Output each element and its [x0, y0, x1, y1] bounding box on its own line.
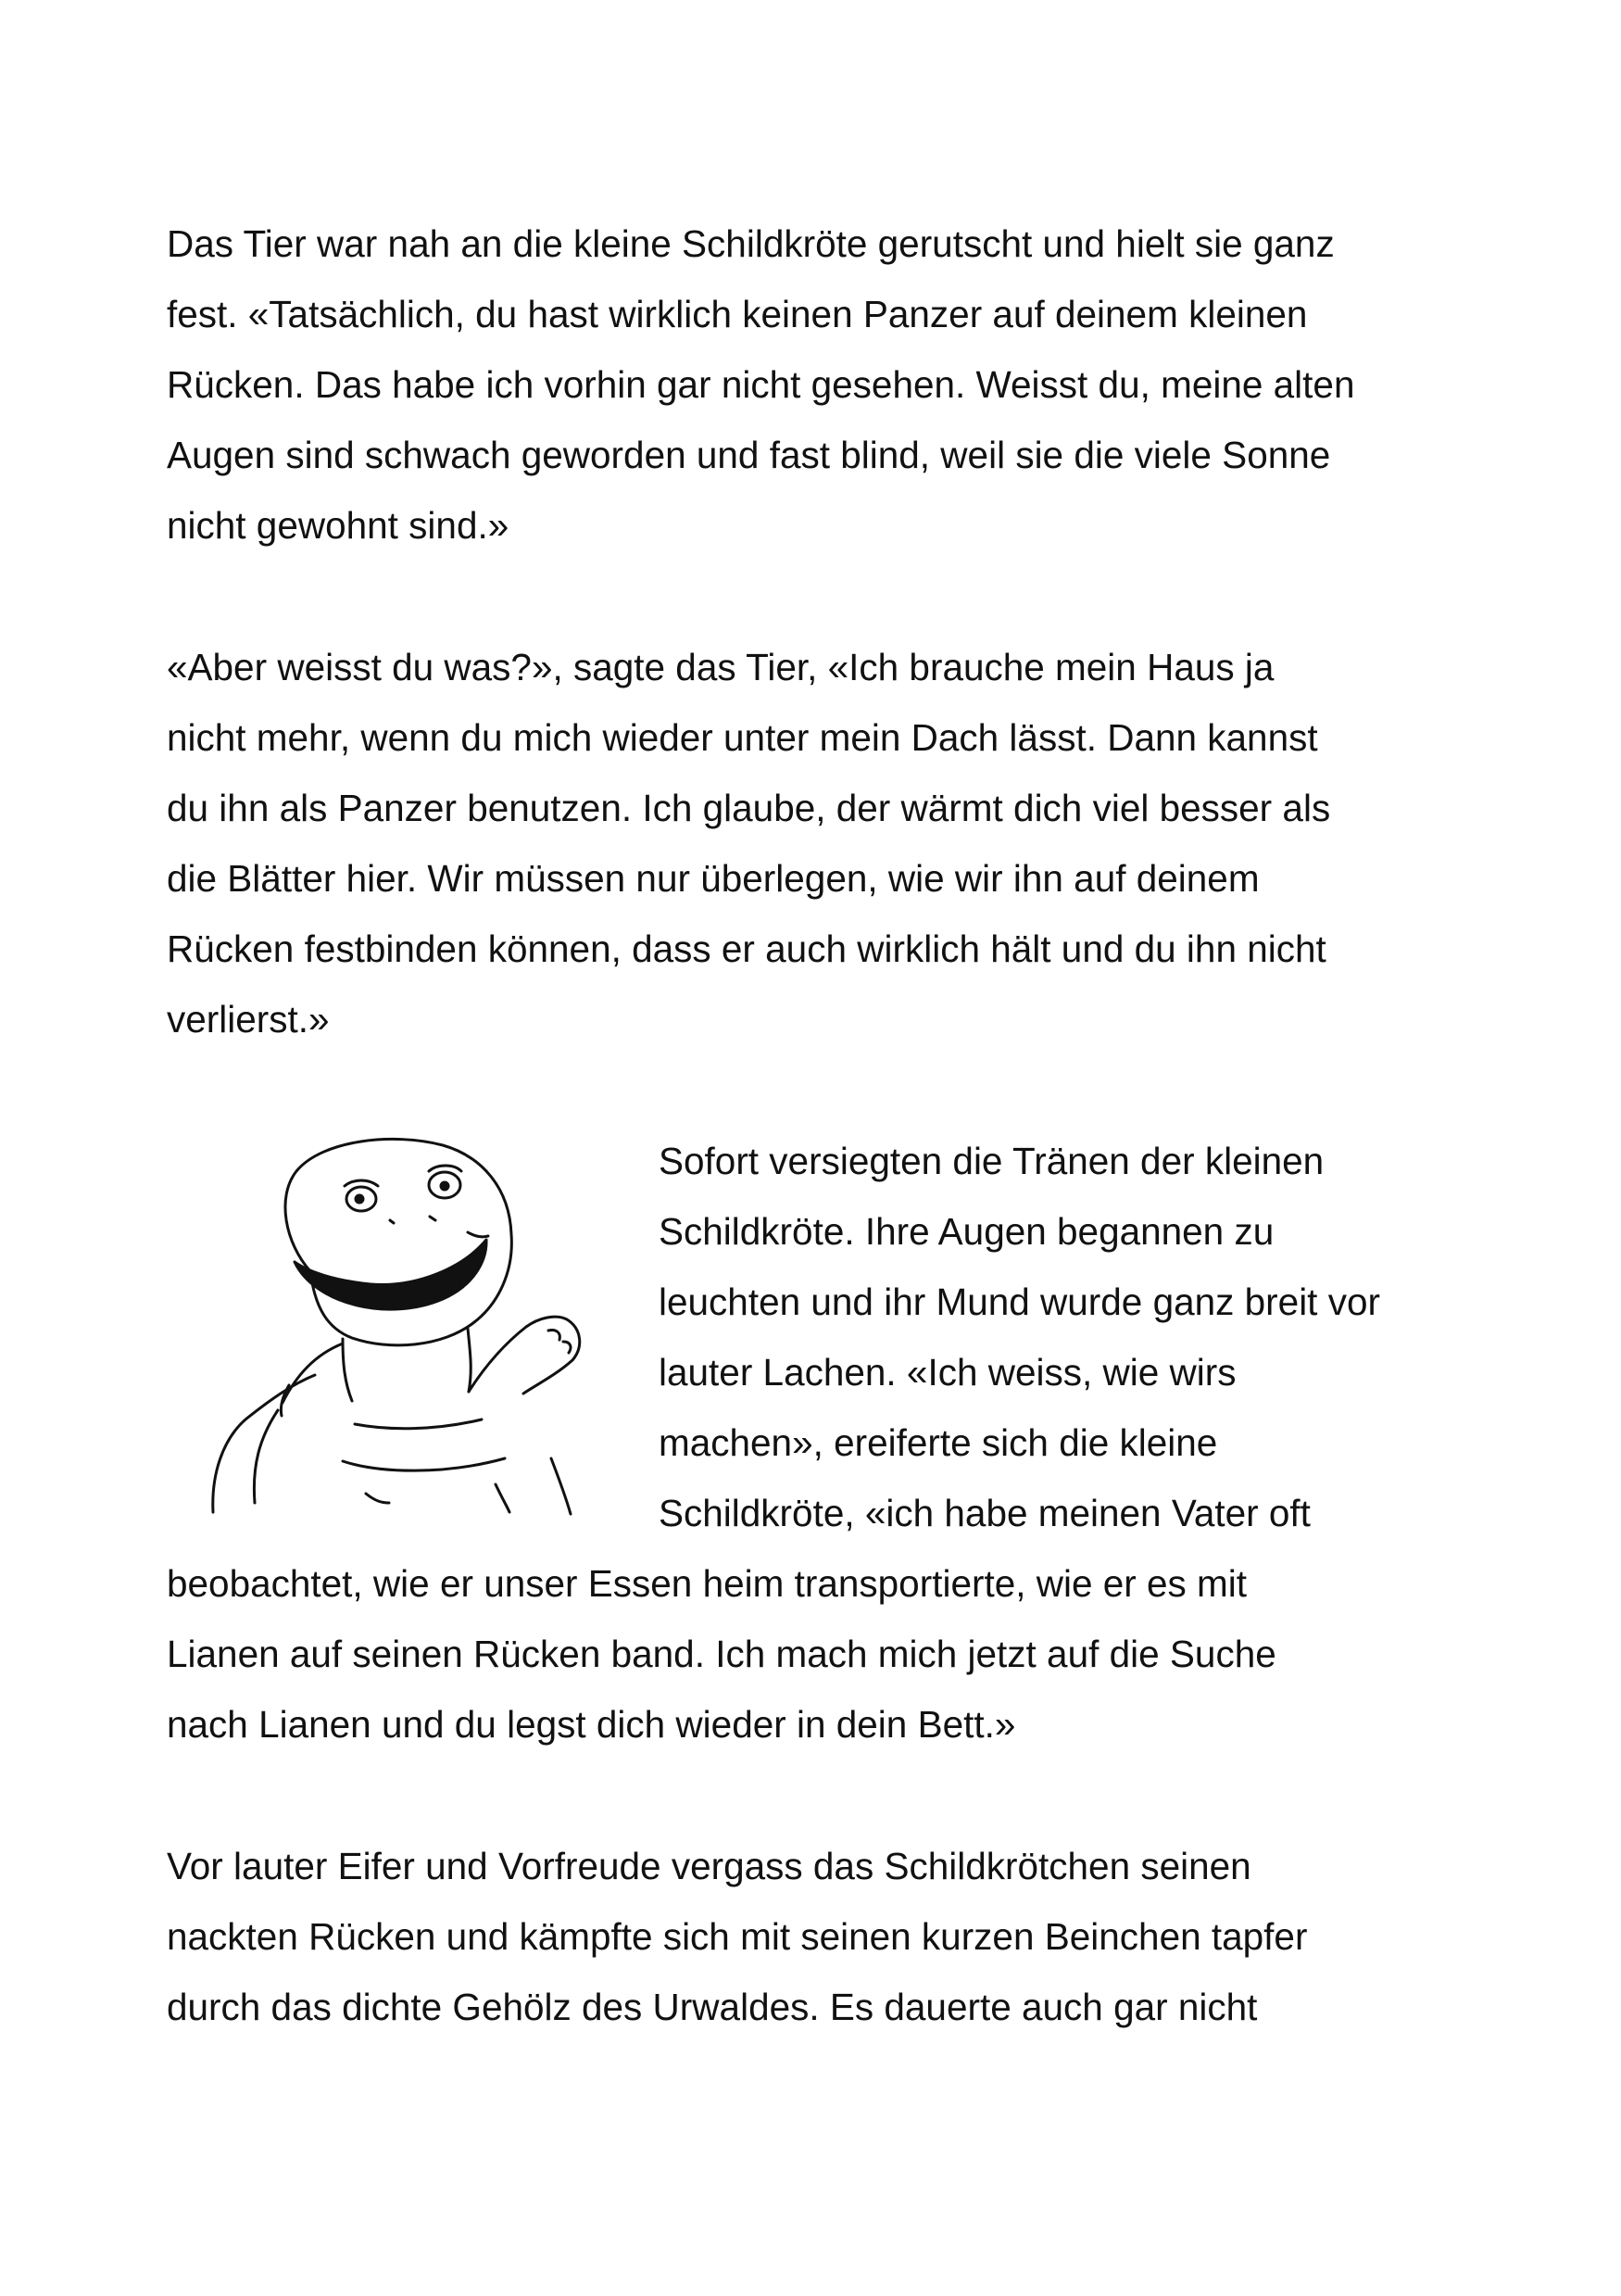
text-line: Schildkröte, «ich habe meinen Vater oft	[659, 1492, 1311, 1534]
text-line: du ihn als Panzer benutzen. Ich glaube, der wärmt dich viel besser als	[167, 787, 1331, 829]
text-line: durch das dichte Gehölz des Urwaldes. Es dauerte auch gar nicht	[167, 1986, 1258, 2028]
text-line: fest. «Tatsächlich, du hast wirklich keinen Panzer auf deinem kleinen	[167, 293, 1308, 335]
text-line: Vor lauter Eifer und Vorfreude vergass das Schildkrötchen seinen	[167, 1845, 1251, 1887]
text-line: Das Tier war nah an die kleine Schildkröte gerutscht und hielt sie ganz	[167, 222, 1335, 265]
text-line: machen», ereiferte sich die kleine	[659, 1421, 1218, 1464]
text-line: beobachtet, wie er unser Essen heim transportierte, wie er es mit	[167, 1562, 1248, 1605]
text-line: Sofort versiegten die Tränen der kleinen	[659, 1140, 1325, 1182]
text-line: leuchten und ihr Mund wurde ganz breit vor	[659, 1280, 1380, 1323]
text-line: nicht mehr, wenn du mich wieder unter mein Dach lässt. Dann kannst	[167, 716, 1318, 759]
text-line: nach Lianen und du legst dich wieder in dein Bett.»	[167, 1703, 1016, 1746]
text-line: «Aber weisst du was?», sagte das Tier, «Ich brauche mein Haus ja	[167, 646, 1275, 688]
text-line: Rücken festbinden können, dass er auch wirklich hält und du ihn nicht	[167, 927, 1326, 970]
text-line: nackten Rücken und kämpfte sich mit seinen kurzen Beinchen tapfer	[167, 1915, 1308, 1958]
turtle-illustration	[204, 1132, 639, 1521]
text-line: die Blätter hier. Wir müssen nur überlegen, wie wir ihn auf deinem	[167, 857, 1260, 900]
text-line: verlierst.»	[167, 998, 330, 1041]
text-line: Lianen auf seinen Rücken band. Ich mach mich jetzt auf die Suche	[167, 1633, 1276, 1675]
text-line: Augen sind schwach geworden und fast blind, weil sie die viele Sonne	[167, 434, 1331, 476]
text-line: Rücken. Das habe ich vorhin gar nicht gesehen. Weisst du, meine alten	[167, 363, 1355, 406]
text-line: nicht gewohnt sind.»	[167, 504, 509, 547]
text-line: lauter Lachen. «Ich weiss, wie wirs	[659, 1351, 1237, 1394]
text-line: Schildkröte. Ihre Augen begannen zu	[659, 1210, 1275, 1253]
